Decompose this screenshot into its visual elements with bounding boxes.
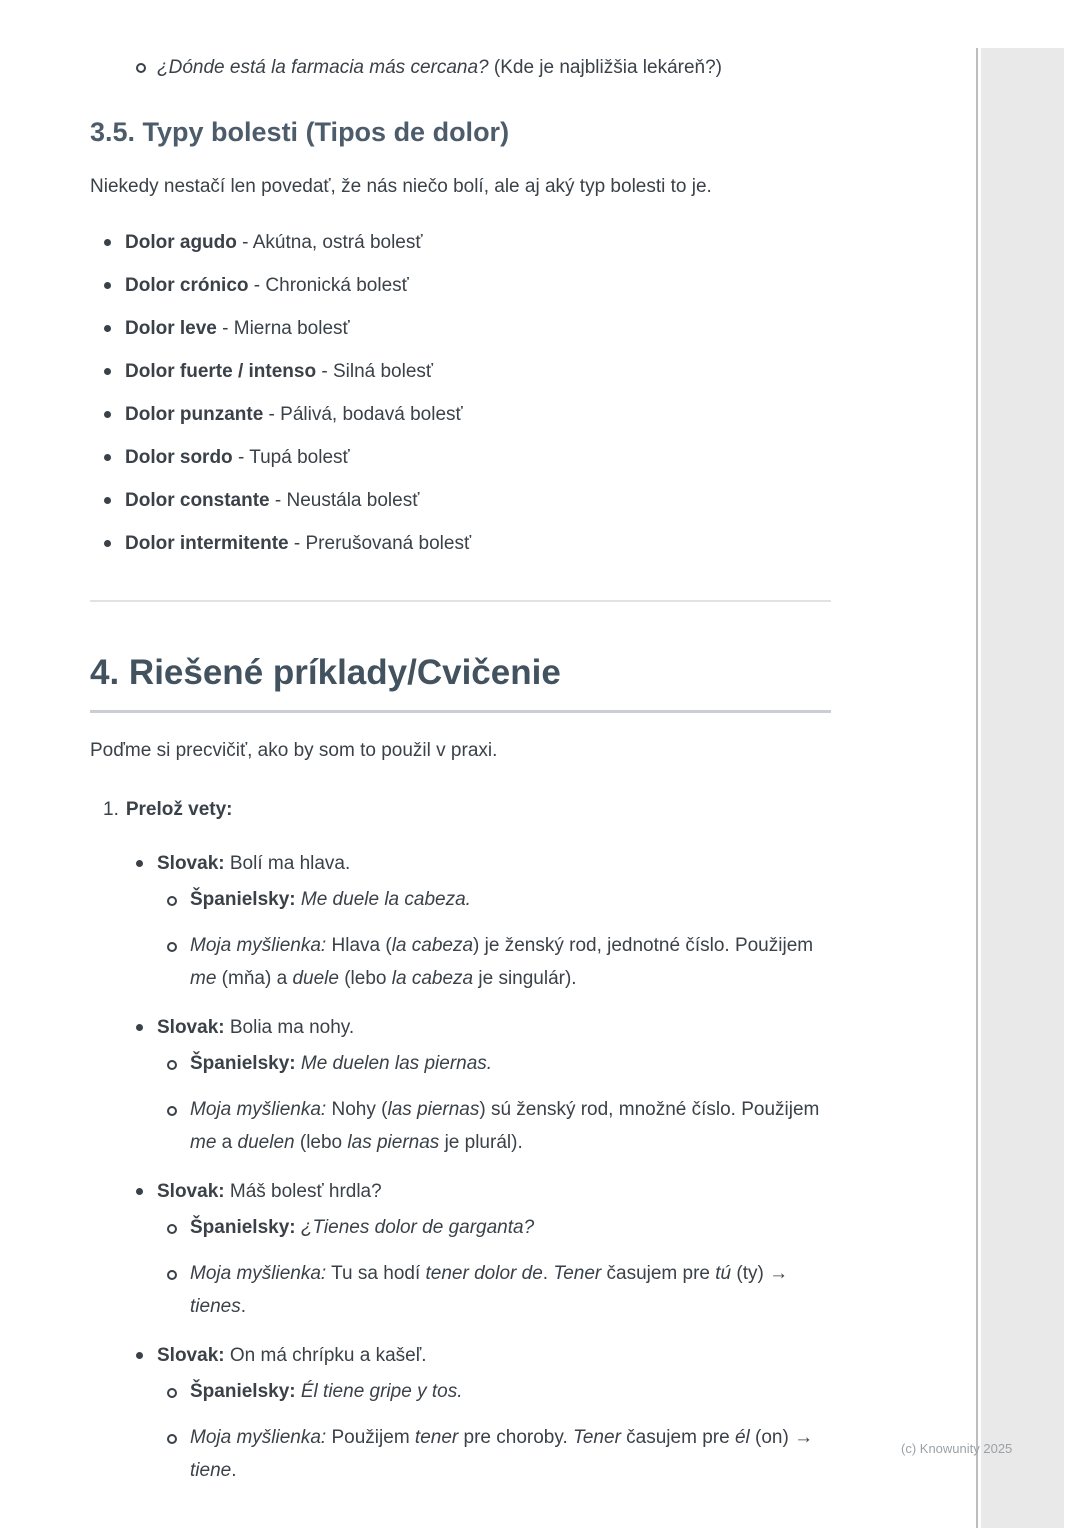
pain-term: Dolor fuerte / intenso	[125, 361, 317, 382]
example-sublist	[157, 1375, 831, 1487]
task-number: 1.	[103, 799, 119, 820]
watermark: (c) Knowunity 2025	[901, 1441, 1013, 1456]
example-thought	[157, 1421, 831, 1487]
example-sublist	[157, 1047, 831, 1159]
pain-definition: - Pálivá, bodavá bolesť	[263, 404, 463, 425]
example-slovak: Slovak: On má chrípku a kašeľ.	[157, 1345, 427, 1366]
example-spanish-text: Španielsky: Me duelen las piernas.	[190, 1053, 493, 1074]
example-spanish	[157, 1211, 831, 1244]
example-thought-text: Moja myšlienka: Použijem tener pre choroby. Tener časujem pre él (on) → tiene.	[190, 1427, 814, 1481]
example-thought	[157, 929, 831, 995]
document-content	[90, 0, 831, 1507]
section-divider	[90, 600, 831, 602]
pain-definition: - Prerušovaná bolesť	[288, 533, 472, 554]
pain-type-item	[90, 359, 831, 384]
pain-term: Dolor intermitente	[125, 533, 289, 554]
pain-type-item	[90, 445, 831, 470]
example-thought-text: Moja myšlienka: Hlava (la cabeza) je ženský rod, jednotné číslo. Použijem me (mňa) a duele (lebo la cabeza je singulár).	[190, 935, 814, 989]
chapter-heading-exercises: 4. Riešené príklady/Cvičenie	[90, 652, 831, 713]
pain-term: Dolor leve	[125, 318, 217, 339]
example-spanish-text: Španielsky: Él tiene gripe y tos.	[190, 1381, 463, 1402]
pain-term: Dolor crónico	[125, 275, 249, 296]
pain-definition: - Mierna bolesť	[216, 318, 350, 339]
example-slovak: Slovak: Bolia ma nohy.	[157, 1017, 355, 1038]
pain-term: Dolor punzante	[125, 404, 264, 425]
pharmacy-phrase-text: ¿Dónde está la farmacia más cercana? (Kde je najbližšia lekáreň?)	[157, 57, 723, 78]
example-spanish	[157, 883, 831, 916]
example-sublist	[157, 883, 831, 995]
pain-definition: - Silná bolesť	[316, 361, 434, 382]
pain-type-item	[90, 316, 831, 341]
pain-definition: - Neustála bolesť	[269, 490, 420, 511]
example-slovak: Slovak: Bolí ma hlava.	[157, 853, 351, 874]
example-item	[90, 851, 831, 995]
examples-list	[90, 851, 831, 1487]
pain-type-item	[90, 230, 831, 255]
example-thought-text: Moja myšlienka: Nohy (las piernas) sú ženský rod, množné číslo. Použijem me a duelen (lebo las piernas je plurál).	[190, 1099, 820, 1153]
pain-term: Dolor sordo	[125, 447, 233, 468]
scrollbar-track[interactable]	[981, 48, 1064, 1528]
exercises-intro: Poďme si precvičiť, ako by som to použil v praxi.	[90, 740, 498, 761]
continuation-list	[90, 54, 831, 81]
pain-definition: - Chronická bolesť	[248, 275, 409, 296]
list-item-pharmacy-phrase	[90, 54, 831, 81]
pain-type-item	[90, 488, 831, 513]
pain-definition: - Tupá bolesť	[232, 447, 350, 468]
pain-definition: - Akútna, ostrá bolesť	[236, 232, 423, 253]
example-spanish	[157, 1375, 831, 1408]
example-spanish	[157, 1047, 831, 1080]
pain-type-item	[90, 273, 831, 298]
example-spanish-text: Španielsky: Me duele la cabeza.	[190, 889, 471, 910]
example-item	[90, 1179, 831, 1323]
example-item	[90, 1015, 831, 1159]
task-label: Prelož vety:	[125, 799, 233, 820]
example-thought	[157, 1093, 831, 1159]
example-thought-text: Moja myšlienka: Tu sa hodí tener dolor de. Tener časujem pre tú (ty) → tienes.	[190, 1263, 789, 1317]
task-item	[90, 796, 831, 823]
pain-type-item	[90, 531, 831, 556]
example-slovak: Slovak: Máš bolesť hrdla?	[157, 1181, 382, 1202]
pain-types-list	[90, 230, 831, 556]
pain-term: Dolor constante	[125, 490, 270, 511]
example-spanish-text: Španielsky: ¿Tienes dolor de garganta?	[190, 1217, 535, 1238]
pain-type-item	[90, 402, 831, 427]
page-edge-divider	[976, 48, 978, 1528]
example-sublist	[157, 1211, 831, 1323]
example-item	[90, 1343, 831, 1487]
pain-types-intro: Niekedy nestačí len povedať, že nás niečo bolí, ale aj aký typ bolesti to je.	[90, 176, 712, 197]
section-heading-pain-types: 3.5. Typy bolesti (Tipos de dolor)	[90, 117, 510, 147]
pain-term: Dolor agudo	[125, 232, 237, 253]
example-thought	[157, 1257, 831, 1323]
